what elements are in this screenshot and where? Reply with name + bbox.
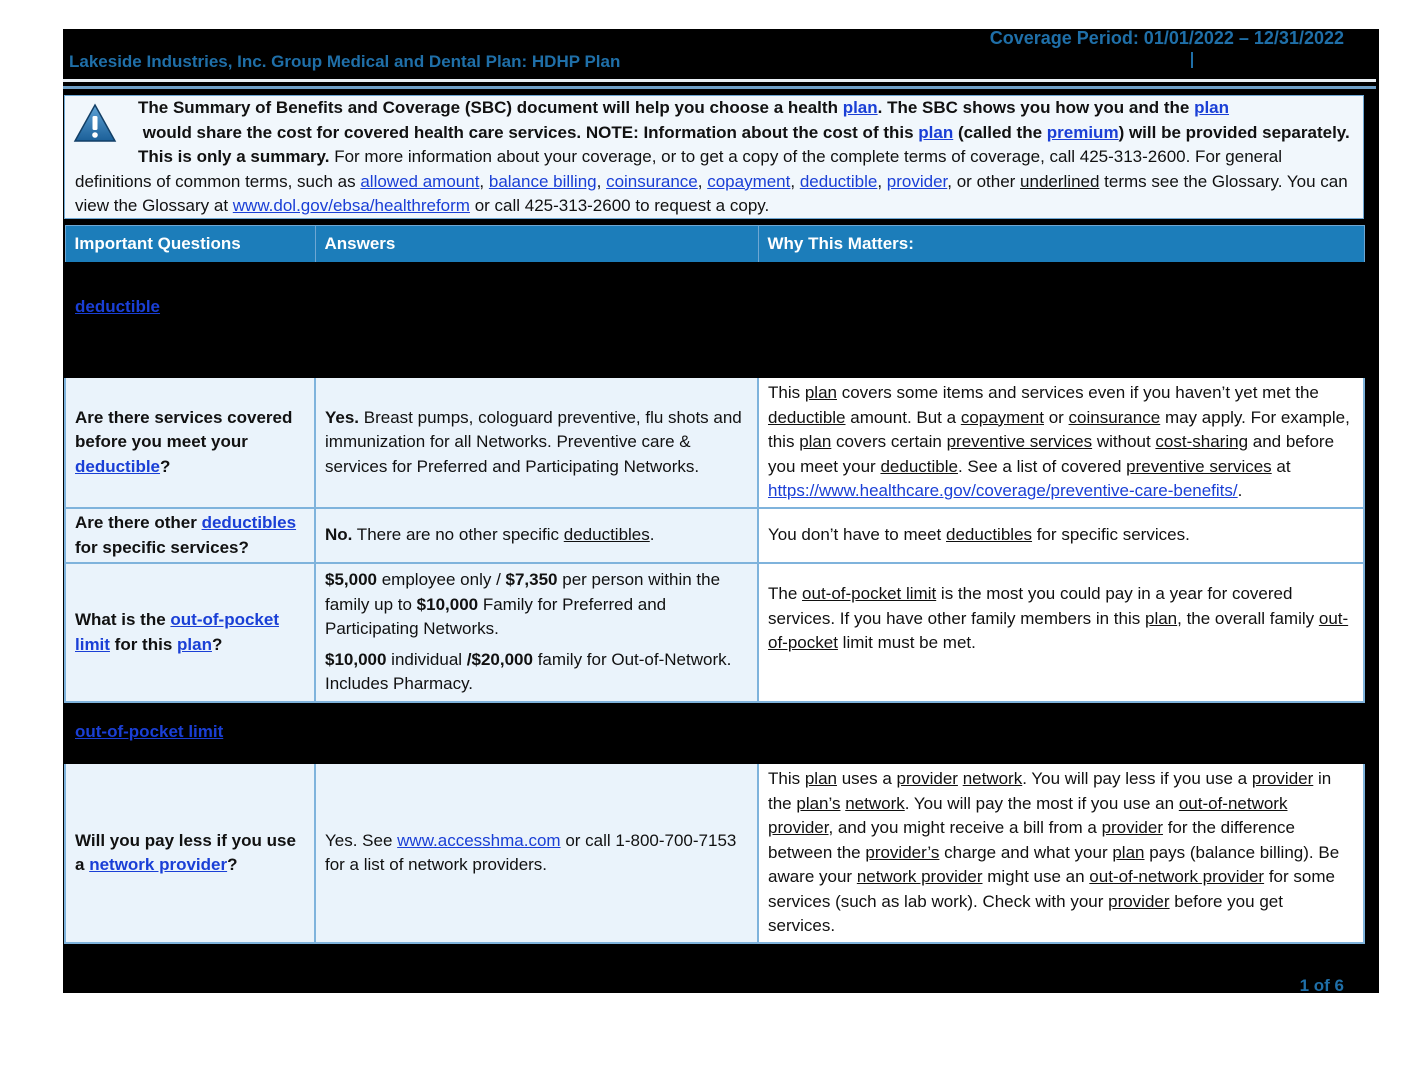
intro-sentence: The Summary of Benefits and Coverage (SBC) document will help you choose a health [138, 98, 843, 117]
answer-no: No. [325, 525, 353, 545]
why-text: before you get services. [768, 891, 1283, 936]
out-of-pocket-limit-link[interactable]: out-of-pocket limit [75, 722, 224, 742]
why-text: limit must be met. [837, 633, 976, 652]
why-text: for some services (such as lab work). Check with your [768, 867, 1335, 911]
why-text: This [768, 769, 805, 789]
why-text: may apply. For example, this [768, 407, 1350, 452]
copayment-link[interactable]: copayment [707, 171, 791, 191]
term-out-of-network-provider: out-of-network provider [1089, 867, 1265, 887]
table-row-out-of-pocket-limit [65, 563, 1364, 702]
why-text: for the difference between the [768, 818, 1295, 862]
answer-text: or call 1-800-700-7153 for a list of network providers. [325, 830, 737, 874]
allowed-amount-link[interactable]: allowed amount [360, 171, 480, 191]
why-text: amount. But a [845, 407, 961, 427]
term-plan: plan [804, 769, 837, 789]
glossary-url-link[interactable]: www.dol.gov/ebsa/healthreform [232, 196, 470, 215]
why-text: , and you might receive a bill from a [828, 818, 1102, 838]
question-text: for specific services? [75, 537, 249, 557]
out-of-pocket-limit-link[interactable]: out-of-pocket limit [75, 610, 279, 654]
term-coinsurance: coinsurance [1068, 407, 1161, 427]
intro-sentence: ) will be provided separately. [1118, 122, 1350, 142]
amount: $7,350 [505, 570, 558, 589]
why-cell [758, 763, 1364, 943]
why-cell [758, 702, 1364, 763]
why-text: . You will pay the most if you use an [904, 793, 1179, 813]
table-row-redacted-oop [65, 702, 1364, 763]
table-row-network-provider [65, 763, 1364, 943]
answer-text: family for Out-of-Network. Includes Pharmacy. [325, 649, 732, 693]
answer-cell [315, 263, 758, 377]
term-deductible: deductible [768, 407, 846, 427]
intro-sentence: would share the cost for covered health care services. NOTE: Information about the cost of this [138, 122, 919, 142]
term-plan: plan [1112, 842, 1145, 862]
balance-billing-link[interactable]: balance billing [488, 171, 597, 191]
answer-text: . [649, 525, 655, 545]
term-provider: provider [896, 769, 958, 789]
preventive-care-url-link[interactable]: https://www.healthcare.gov/coverage/preventive-care-benefits/ [768, 481, 1238, 501]
header-why-this-matters: Why This Matters: [758, 226, 1364, 264]
answer-text: Family for Preferred and Participating Networks. [325, 594, 667, 638]
why-text: . See a list of covered [957, 456, 1127, 476]
why-text: uses a [836, 769, 897, 789]
header-answers: Answers [315, 226, 758, 264]
why-cell [758, 377, 1364, 508]
term-cost-sharing: cost-sharing [1155, 432, 1249, 452]
answer-text: Yes. See [325, 830, 398, 850]
intro-sentence: , or other [947, 171, 1021, 191]
why-text: and before you meet your [768, 432, 1335, 476]
premium-link[interactable]: premium [1046, 122, 1119, 142]
term-deductibles: deductibles [946, 525, 1033, 545]
why-text: is the most you could pay in a year for covered services. If you have other family members in this [768, 584, 1293, 628]
benefits-table [64, 225, 1365, 944]
plan-link[interactable]: plan [918, 122, 954, 142]
header-rule [63, 86, 1376, 89]
answer-text: per person within the family up to [325, 570, 721, 614]
accesshma-url-link[interactable]: www.accesshma.com [397, 830, 561, 850]
term-preventive-services: preventive services [946, 432, 1093, 452]
term-provider: provider [1108, 891, 1170, 911]
answer-text: individual [386, 649, 467, 669]
intro-sentence: . The SBC shows you how you and the [877, 98, 1195, 117]
header-divider [1191, 52, 1193, 68]
intro-box [64, 95, 1364, 219]
question-text: ? [227, 855, 238, 874]
table-row-services-before-deductible [65, 377, 1364, 508]
term-plans: plan’s [796, 793, 841, 813]
comma: , [877, 171, 887, 191]
answer-text: There are no other specific [352, 525, 564, 545]
answer-yes: Yes. [325, 407, 360, 427]
comma: , [790, 171, 800, 191]
term-out-of-pocket: out-of-pocket [768, 608, 1349, 652]
why-cell [758, 508, 1364, 563]
question-text: ? [211, 634, 223, 654]
answer-cell [315, 377, 758, 508]
answer-text: employee only / [377, 570, 506, 589]
deductible-link[interactable]: deductible [75, 456, 161, 476]
why-cell [758, 563, 1364, 702]
question-text: Will you pay less if you use a [75, 830, 296, 874]
why-text: or [1043, 407, 1069, 427]
plan-title: Lakeside Industries, Inc. Group Medical and Dental Plan: HDHP Plan [69, 52, 621, 71]
why-text: covers some items and services even if you haven’t yet met the [836, 383, 1319, 403]
question-text: Are there services covered before you meet your [75, 407, 293, 452]
why-text: . [1237, 481, 1243, 501]
table-row-redacted-deductible [65, 263, 1364, 377]
intro-sentence: (called the [953, 122, 1047, 142]
question-text: ? [160, 456, 171, 476]
why-text: without [1092, 432, 1156, 452]
amount: $10,000 [416, 594, 479, 614]
question-cell [65, 763, 315, 943]
deductible-link[interactable]: deductible [799, 171, 878, 191]
question-cell [65, 263, 315, 377]
network-provider-link[interactable]: network provider [89, 855, 228, 874]
question-cell [65, 508, 315, 563]
why-text: in the [768, 769, 1332, 813]
why-text: This [768, 383, 805, 403]
intro-sentence: For more information about your coverage, or to get a copy of the complete terms of coverage, call 425-313-2600. For general definitions of common terms, such as [75, 147, 1282, 191]
coinsurance-link[interactable]: coinsurance [606, 171, 698, 191]
deductible-link[interactable]: deductible [75, 296, 161, 316]
term-copayment: copayment [960, 407, 1044, 427]
plan-link[interactable]: plan [1194, 98, 1230, 117]
provider-link[interactable]: provider [886, 171, 948, 191]
term-network: network [845, 793, 905, 813]
amount: /$20,000 [466, 649, 533, 669]
header-rule-light [63, 79, 1376, 82]
term-out-of-network-provider: out-of-network provider [768, 793, 1288, 838]
term-deductible: deductible [880, 456, 958, 476]
coverage-period: Coverage Period: 01/01/2022 – 12/31/2022 [989, 28, 1344, 48]
term-plan: plan [804, 383, 837, 403]
answer-cell [315, 763, 758, 943]
term-provider: provider [1101, 818, 1163, 838]
answer-cell [315, 563, 758, 702]
underlined-term: underlined [1020, 171, 1100, 191]
term-plan: plan [799, 432, 832, 452]
why-text: at [1271, 456, 1291, 476]
why-text: might use an [982, 867, 1090, 887]
why-cell [758, 263, 1364, 377]
header-important-questions: Important Questions [65, 226, 315, 264]
intro-sentence: terms see the Glossary. You can view the Glossary at [75, 171, 1348, 215]
why-text: You don’t have to meet [768, 525, 947, 545]
answer-paragraph-in-network [325, 568, 748, 642]
term-deductibles: deductibles [563, 525, 650, 545]
term-network: network [962, 769, 1023, 789]
why-text: . You will pay less if you use a [1022, 769, 1252, 789]
answer-cell [315, 508, 758, 563]
plan-link[interactable]: plan [177, 634, 212, 654]
table-row-other-deductibles [65, 508, 1364, 563]
question-cell [65, 377, 315, 508]
amount: $10,000 [325, 649, 387, 669]
table-header-row [65, 226, 1364, 264]
why-text: charge and what your [939, 842, 1113, 862]
comma: , [479, 171, 489, 191]
comma: , [697, 171, 708, 191]
plan-link[interactable]: plan [842, 98, 878, 117]
answer-text: Breast pumps, cologuard preventive, flu shots and immunization for all Networks. Preventive care & services for Preferred and Participating Networks. [325, 407, 742, 476]
answer-paragraph-out-of-network [325, 648, 748, 697]
question-text: for this [109, 634, 178, 654]
intro-sentence: or call 425-313-2600 to request a copy. [469, 196, 770, 215]
term-providers: provider’s [865, 842, 940, 862]
answer-cell [315, 702, 758, 763]
why-text: covers certain [831, 432, 947, 452]
question-cell [65, 563, 315, 702]
term-preventive-services: preventive services [1126, 456, 1272, 476]
term-plan: plan [1144, 608, 1178, 628]
summary-note: This is only a summary. [138, 147, 330, 166]
question-cell [65, 702, 315, 763]
why-text: The [768, 584, 803, 603]
page-number: 1 of 6 [1299, 976, 1344, 995]
question-text: What is the [75, 610, 171, 629]
comma: , [596, 171, 607, 191]
term-network-provider: network provider [856, 867, 983, 887]
term-out-of-pocket-limit: out-of-pocket limit [802, 584, 937, 603]
why-text: for specific services. [1032, 525, 1190, 545]
term-provider: provider [1251, 769, 1314, 789]
intro-text [75, 96, 1355, 219]
why-text: , the overall family [1177, 608, 1319, 628]
amount: $5,000 [325, 570, 377, 589]
why-text: pays (balance billing). Be aware your [768, 842, 1340, 887]
question-text: Are there other [75, 513, 202, 532]
deductibles-link[interactable]: deductibles [201, 513, 297, 532]
